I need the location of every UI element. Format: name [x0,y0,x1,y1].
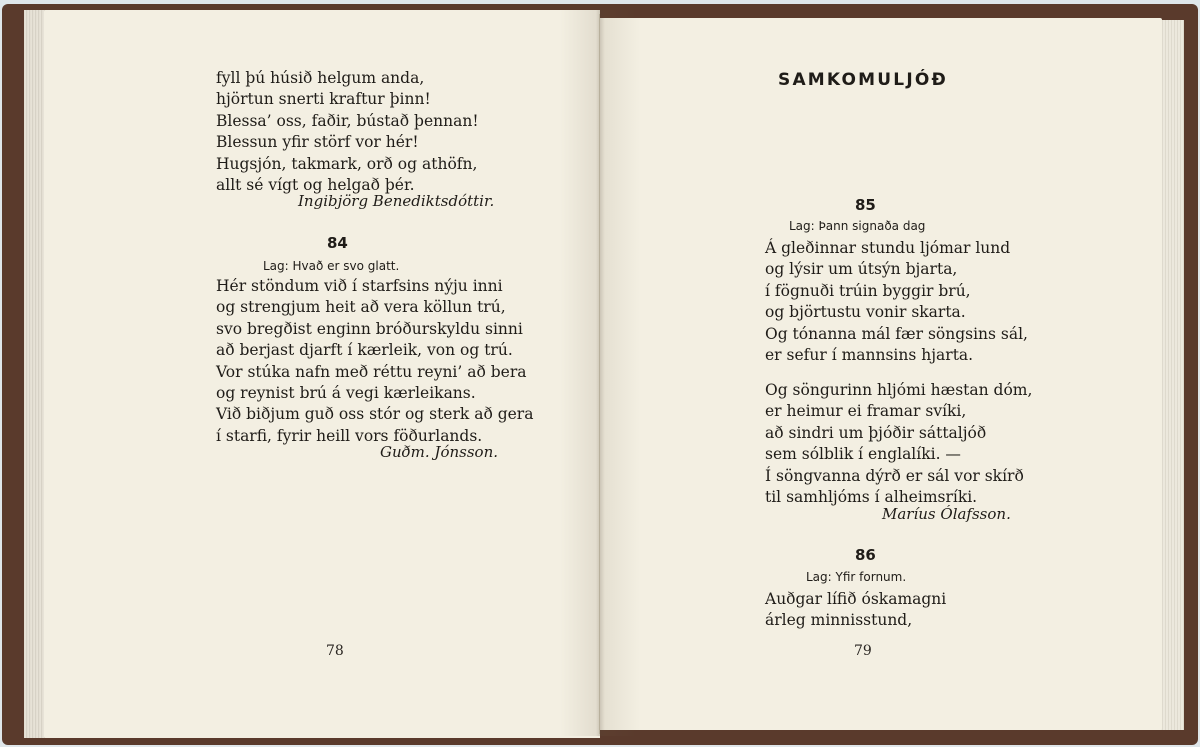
melody-note: Lag: Yfir fornum. [806,570,907,584]
verse-line: að berjast djarft í kærleik, von og trú. [216,341,513,360]
gutter-line [599,14,600,734]
verse-line: til samhljóms í alheimsríki. [765,488,978,507]
hymn-84-text [216,276,533,447]
verse-line: Og söngurinn hljómi hæstan dóm, [765,381,1033,399]
verse-line: í fögnuði trúin byggir brú, [765,281,971,300]
book-gutter [560,10,640,736]
verse-line: Á gleðinnar stundu ljómar lund [765,239,1011,257]
hymn-86-text [765,589,946,632]
verse-line: árleg minnisstund, [765,611,913,630]
verse-line: og björtustu vonir skarta. [765,303,966,322]
verse-line: og strengjum heit að vera köllun trú, [216,298,506,317]
hymn-number: 86 [855,546,876,564]
verse-line: er heimur ei framar svíki, [765,402,967,421]
verse-line: Hér stöndum við í starfsins nýju inni [216,277,503,295]
melody-note: Lag: Þann signaða dag [789,219,926,233]
author-credit: Maríus Ólafsson. [882,505,1011,523]
verse-line: fyll þú húsið helgum anda, [216,69,425,87]
verse-line: í starfi, fyrir heill vors föðurlands. [216,426,483,445]
verse-line: Auðgar lífið óskamagni [765,590,947,608]
verse-line: og reynist brú á vegi kærleikans. [216,384,476,403]
verse-line: hjörtun snerti kraftur þinn! [216,90,431,109]
verse-line: Og tónanna mál fær söngsins sál, [765,324,1028,343]
melody-note: Lag: Hvað er svo glatt. [263,259,400,273]
verse-line: Blessa’ oss, faðir, bústað þennan! [216,111,479,130]
verse-line: Vor stúka nafn með réttu reyni’ að bera [216,362,527,381]
author-credit: Guðm. Jónsson. [380,443,498,461]
page-edges-right [1160,20,1184,730]
hymn-85-stanza-2 [765,380,1032,508]
page-edges-left [24,10,46,738]
hymn-number: 85 [855,196,876,214]
page-number: 79 [854,643,872,659]
verse-line: Við biðjum guð oss stór og sterk að gera [216,405,534,424]
author-credit: Ingibjörg Benediktsdóttir. [298,192,495,210]
verse-line: að sindri um þjóðir sáttaljóð [765,423,987,442]
verse-line: og lýsir um útsýn bjarta, [765,260,958,279]
verse-line: sem sólblik í englalíki. — [765,445,961,464]
hymn-85-stanza-1 [765,238,1028,366]
poem-continuation [216,68,479,196]
hymn-number: 84 [327,234,348,252]
verse-line: er sefur í mannsins hjarta. [765,346,974,365]
page-number: 78 [326,643,344,659]
verse-line: svo bregðist enginn bróðurskyldu sinni [216,319,523,338]
verse-line: Hugsjón, takmark, orð og athöfn, [216,154,478,173]
verse-line: allt sé vígt og helgað þér. [216,176,415,195]
section-title: SAMKOMULJÓÐ [778,70,948,90]
verse-line: Í söngvanna dýrð er sál vor skírð [765,466,1024,485]
verse-line: Blessun yfir störf vor hér! [216,133,419,152]
